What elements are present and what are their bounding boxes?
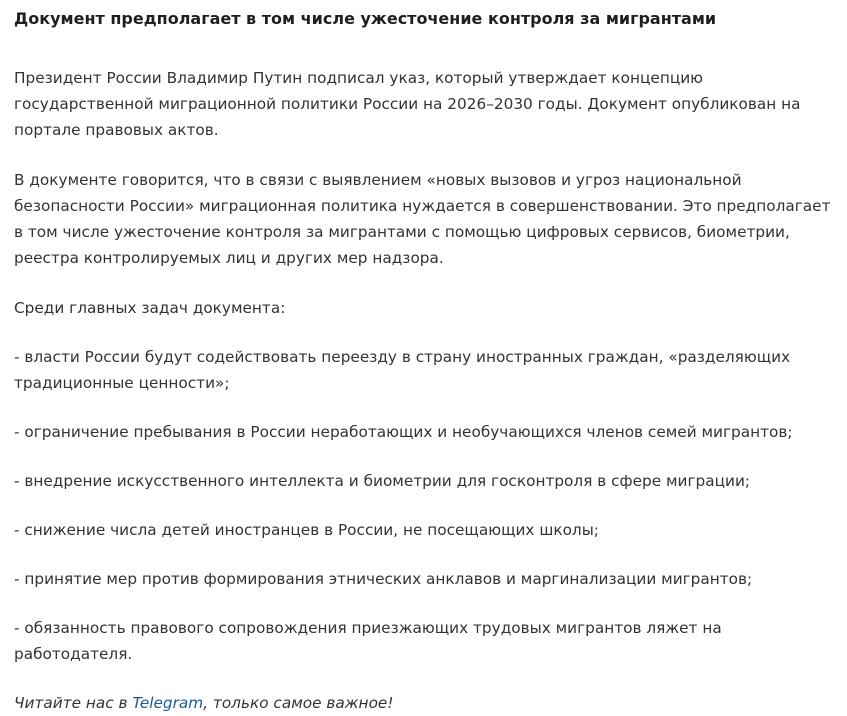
footer-suffix: , только самое важное! [203,694,394,712]
telegram-link[interactable]: Telegram [132,694,204,712]
article-paragraph: Президент России Владимир Путин подписал указ, который утверждает концепцию государственной миграционной политики России на 2026–2030 годы. Документ опубликован на портале правовых актов. [14,69,801,139]
article-paragraph: Среди главных задач документа: [14,299,286,317]
footer-prefix: Читайте нас в [14,694,133,712]
list-item: - снижение числа детей иностранцев в России, не посещающих школы; [14,521,599,539]
article-paragraph: В документе говорится, что в связи с выявлением «новых вызовов и угроз национальной безопасности России» миграционная политика нуждается в совершенствовании. Это предполагает в том числе ужесточение контроля за мигрантами с помощью цифровых сервисов, биометрии, реестра контролируемых лиц и других мер надзора. [14,171,831,267]
list-item: - обязанность правового сопровождения приезжающих трудовых мигрантов ляжет на работодателя. [14,619,722,663]
list-item: - власти России будут содействовать переезду в страну иностранных граждан, «разделяющих традиционные ценности»; [14,348,791,392]
list-item: - ограничение пребывания в России неработающих и необучающихся членов семей мигрантов; [14,423,793,441]
list-item: - принятие мер против формирования этнических анклавов и маргинализации мигрантов; [14,570,753,588]
article-title: Документ предполагает в том числе ужесточение контроля за мигрантами [14,9,717,28]
footer-note [14,690,833,716]
tasks-list [14,344,833,667]
list-item: - внедрение искусственного интеллекта и биометрии для госконтроля в сфере миграции; [14,472,751,490]
